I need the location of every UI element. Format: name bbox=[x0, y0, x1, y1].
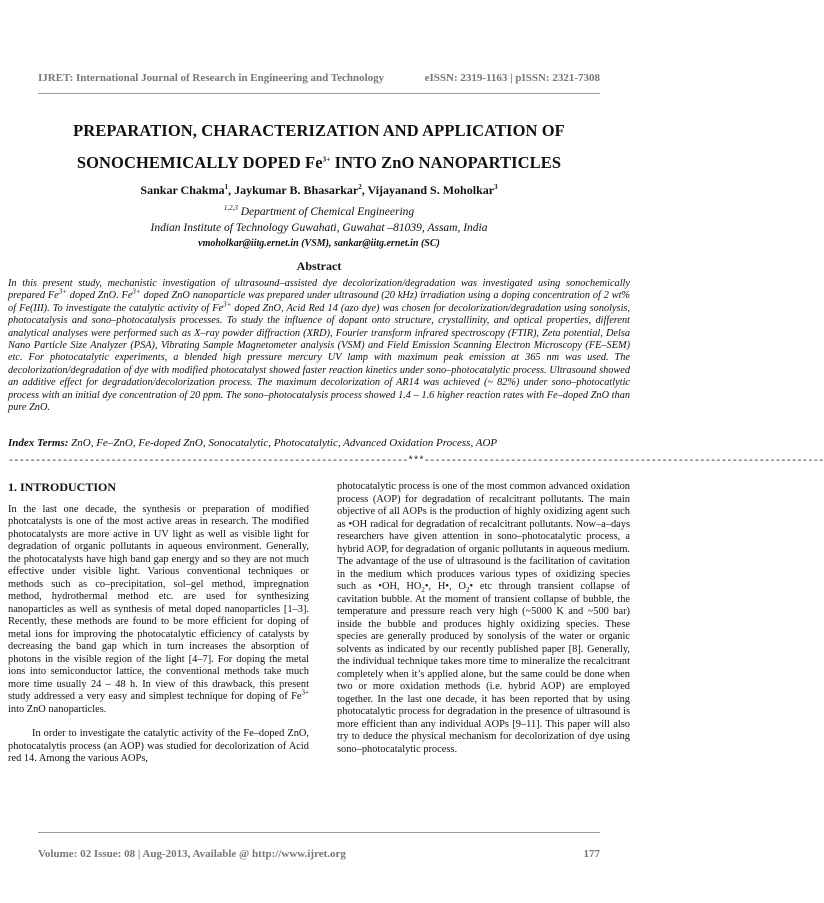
index-terms-label: Index Terms: bbox=[8, 437, 69, 449]
intro-paragraph-1: In the last one decade, the synthesis or preparation of modified photcatalysts is one of the most active areas in research. The modified photocatalysts are more active in UV light as well as visible light for degradation of organic pollutants in aqueous environment. Generally, the photocatalysts have high band gap energy and so they are not much effective under visible light. Various conventional techniques or methods such as co–precipitation, sol–gel method, impregnation method, hydrothermal method etc. are used for synthesizing nanoparticles as well as synthesis of metal doped nanoparticles [1–3]. Recently, these methods are found to be more efficient for doping of metal ions for improving the photocatalytic efficiency of catalysts by decreasing the band gap which in turn increases the absorption of photons in the visible region of the light [4–7]. For doping the metal ions into semiconductor lattice, the conventional methods take much more time usually 24 – 48 h. In view of this drawback, this present study addressed a very easy and simplest technique for doping of $Fe^{3+}$ into ZnO nanoparticles. bbox=[8, 503, 309, 715]
author-list: Sankar Chakma$^1$, Jaykumar B. Bhasarkar$^2$, Vijayanand S. Moholkar$^3$ bbox=[140, 183, 498, 197]
section-separator: --------------------------------------------------------------------------***-------------------------------------------------------------------------- bbox=[8, 456, 824, 467]
intro-paragraph-3: photocatalytic process is one of the most common advanced oxidation process (AOP) for degradation of recalcitrant pollutants. The main objective of all AOPs is the production of highly oxidizing agent such as •OH radical for degradation of recalcitrant pollutants. Now–a–days researchers have given attention in sono–photocatalytic process, a hybrid AOP, for degradation of organic pollutants in aqueous medium. The advantage of the use of ultrasound is the facilitation of cavitation in the medium which produces various types of oxidizing species such as •OH, $HO_2•$, H•, $O_2•$ etc through transient collapse of cavitation bubble. At the moment of transient collapse of bubble, the temperature and pressure reach very high (~5000 K and ~500 bar) inside the bubble and produces highly oxidizing species. These species are generally produced by sonolysis of the water or organic solvents as indicated by our recently published paper [8]. Generally, the individual technique takes more time to mineralize the recalcitrant completely when it’s applied alone, but the same could be done when two or more oxidation methods (i.e. hybrid AOP) are employed together. In the last one decade, it has been reported that by using photocatalytic process for degradation in the presence of ultrasound is more efficient than any individual AOPs [9–11]. This paper will also try to deduce the physical mechanism for decolorization of dye using sono–photocatalytic process. bbox=[337, 481, 630, 755]
title-line-1: PREPARATION, CHARACTERIZATION AND APPLICATION OF bbox=[73, 121, 565, 140]
journal-name: IJRET: International Journal of Research in Engineering and Technology bbox=[38, 72, 385, 84]
footer-rule bbox=[38, 832, 600, 833]
index-terms bbox=[8, 437, 630, 449]
section-heading-introduction: 1. INTRODUCTION bbox=[8, 480, 117, 494]
abstract-heading: Abstract bbox=[296, 259, 342, 273]
issn: eISSN: 2319-1163 | pISSN: 2321-7308 bbox=[424, 72, 600, 84]
right-column bbox=[337, 481, 630, 768]
volume-info: Volume: 02 Issue: 08 | Aug-2013, Available @ http://www.ijret.org bbox=[38, 848, 346, 860]
left-column bbox=[8, 481, 309, 778]
paper-title bbox=[40, 118, 598, 176]
header-rule bbox=[38, 93, 600, 94]
abstract-body: In this present study, mechanistic investigation of ultrasound–assisted dye decolorization/degradation was investigated using sonochemically prepared $Fe^{3+}$ doped ZnO. $Fe^{3+}$ doped ZnO nanoparticle was prepared under ultrasound (20 kHz) irradiation using a doping concentration of 2 wt% of Fe(III). To investigate the catalytic activity of $Fe^{3+}$ doped ZnO, Acid Red 14 (azo dye) was chosen for decolorization/degradation using sonolysis, photocatalysis and sono–photocatalysis processes. To study the influence of dopant onto structure, crystallinity, and optical properties, different analytical analyses were performed such as X–ray powder diffraction (XRD), Fourier transform infrared spectroscopy (FTIR), Zeta potential, Delsa Nano Particle Size Analyzer (PSA), Vibrating Sample Magnetometer analysis (VSM) and Field Emission Scanning Electron Microscopy (FE–SEM) etc. For photocatalytic experiments, a blended high pressure mercury UV lamp with maximum peak emission at 365 nm was used. The decolorization/degradation of dye with modified photocatalyst showed faster reaction kinetics under sono–photocatalytic process. Ultrasound showed an additive effect for degradation/decolorization process. The maximum decolorization of AR14 was achieved (~ 82%) under sono–photocatlytic process with an initial dye concentration of 20 ppm. The sono–photocatalysis process showed 1.4 – 1.6 higher reaction rates with Fe–doped ZnO than pure ZnO. bbox=[8, 278, 631, 414]
page-number: 177 bbox=[583, 848, 600, 860]
affiliation-institute: Indian Institute of Technology Guwahati, Guwahat –81039, Assam, India bbox=[150, 222, 488, 234]
author-emails: vmoholkar@iitg.ernet.in (VSM), sankar@iitg.ernet.in (SC) bbox=[198, 238, 440, 249]
title-line-2: SONOCHEMICALLY DOPED $Fe^{3+}$ INTO ZnO NANOPARTICLES bbox=[76, 153, 562, 172]
affiliation-department: $^{1,2,3}$ Department of Chemical Engineering bbox=[223, 204, 415, 218]
running-header bbox=[38, 72, 600, 84]
intro-paragraph-2: In order to investigate the catalytic activity of the Fe–doped ZnO, photocatalytis process (an AOP) was studied for decolorization of Acid red 14. Among the various AOPs, bbox=[8, 728, 309, 764]
running-footer bbox=[38, 848, 600, 860]
index-terms-list: ZnO, Fe–ZnO, Fe-doped ZnO, Sonocatalytic, Photocatalytic, Advanced Oxidation Process, AOP bbox=[68, 437, 498, 449]
